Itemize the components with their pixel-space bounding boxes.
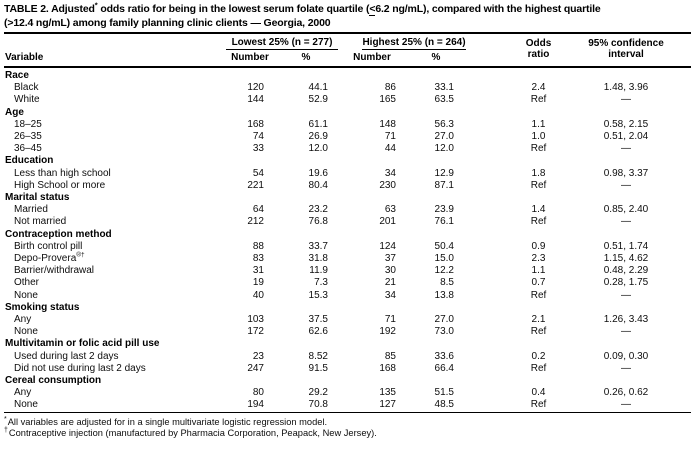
confidence-interval-value: 0.85, 2.40 — [603, 204, 649, 216]
lowest-percent-value: 8.52 — [308, 350, 328, 362]
odds-ratio-value: 2.3 — [531, 253, 546, 265]
table-row — [4, 351, 691, 363]
lowest-number-value: 54 — [252, 167, 264, 179]
table-row — [4, 143, 691, 155]
highest-percent-value: 12.2 — [434, 265, 454, 277]
asterisk-footnote-marker: * — [94, 0, 98, 10]
lowest-number-value: 31 — [252, 265, 264, 277]
lowest-percent-value: 23.2 — [308, 204, 328, 216]
lowest-percent-value: 80.4 — [308, 179, 328, 191]
registered-dagger-superscript: ®† — [76, 251, 85, 259]
row-label: 26–35 — [14, 131, 42, 143]
table-title-line1 — [4, 0, 691, 17]
col-group-highest-quartile — [338, 33, 466, 50]
highest-number-value: 135 — [379, 387, 396, 399]
confidence-interval-value: 0.98, 3.37 — [603, 167, 649, 179]
confidence-interval-value: — — [621, 179, 631, 191]
highest-percent-value: 76.1 — [434, 216, 454, 228]
lowest-number-value: 19 — [252, 277, 264, 289]
highest-number-value: 192 — [379, 326, 396, 338]
row-label: Any — [14, 314, 32, 326]
odds-ratio-value: Ref — [530, 399, 547, 411]
lowest-percent-value: 7.3 — [314, 277, 328, 289]
table-row — [4, 253, 691, 265]
lowest-percent-value: 91.5 — [308, 362, 328, 374]
row-label: High School or more — [14, 179, 106, 191]
lowest-number-value: 194 — [247, 399, 264, 411]
odds-ratio-label-line2: ratio — [527, 49, 550, 60]
row-label: Less than high school — [14, 167, 111, 179]
odds-ratio-value: 0.2 — [531, 350, 546, 362]
highest-number-value: 148 — [379, 118, 396, 130]
lowest-number-value: 120 — [247, 82, 264, 94]
highest-percent-value: 48.5 — [434, 399, 454, 411]
group-label: Contraception method — [5, 228, 112, 240]
lowest-number-value: 74 — [252, 131, 264, 143]
footnote-text: Contraceptive injection (manufactured by Pharmacia Corporation, Peapack, New Jersey). — [8, 428, 377, 439]
table-row — [4, 204, 691, 216]
highest-number-value: 30 — [384, 265, 396, 277]
confidence-interval-value: — — [621, 399, 631, 411]
highest-percent-value: 27.0 — [434, 131, 454, 143]
highest-percent-value: 51.5 — [434, 387, 454, 399]
table-group-row — [4, 338, 691, 350]
lowest-number-value: 80 — [252, 387, 264, 399]
confidence-interval-value: 1.26, 3.43 — [603, 314, 649, 326]
highest-percent-value: 12.9 — [434, 167, 454, 179]
lowest-number-value: 247 — [247, 362, 264, 374]
lowest-percent-value: 61.1 — [308, 118, 328, 130]
highest-percent-value: 13.8 — [434, 289, 454, 301]
lowest-percent-value: 15.3 — [308, 289, 328, 301]
lowest-percent-value: 37.5 — [308, 314, 328, 326]
confidence-interval-label-line2: interval — [608, 49, 644, 60]
odds-ratio-value: Ref — [530, 179, 547, 191]
lowest-number-value: 103 — [247, 314, 264, 326]
footnotes — [4, 417, 691, 441]
lowest-percent-value: 44.1 — [308, 82, 328, 94]
col-header-highest-number: Number — [353, 52, 391, 63]
row-label: Black — [14, 82, 39, 94]
highest-percent-value: 87.1 — [434, 179, 454, 191]
confidence-interval-value: 0.58, 2.15 — [603, 118, 649, 130]
table-row — [4, 387, 691, 399]
lowest-number-value: 23 — [252, 350, 264, 362]
highest-number-value: 127 — [379, 399, 396, 411]
odds-ratio-table — [4, 32, 691, 413]
table-group-row — [4, 375, 691, 387]
row-label: 18–25 — [14, 118, 42, 130]
row-label: None — [14, 399, 38, 411]
row-label: 36–45 — [14, 143, 42, 155]
table-group-row — [4, 302, 691, 314]
group-label: Multivitamin or folic acid pill use — [5, 338, 160, 350]
table-group-row — [4, 229, 691, 241]
row-label: Barrier/withdrawal — [14, 265, 95, 277]
odds-ratio-value: 1.1 — [531, 265, 546, 277]
table-row — [4, 82, 691, 94]
table-title-line2: (>12.4 ng/mL) among family planning clinic clients — Georgia, 2000 — [4, 16, 331, 29]
row-label: Birth control pill — [14, 240, 83, 252]
lowest-percent-value: 33.7 — [308, 240, 328, 252]
less-than-or-equal-symbol: < — [369, 3, 376, 15]
highest-number-value: 21 — [384, 277, 396, 289]
lowest-number-value: 83 — [252, 253, 264, 265]
col-group-lowest-quartile — [226, 33, 338, 50]
group-label: Marital status — [5, 192, 70, 204]
footnote-marker: * — [4, 415, 7, 423]
confidence-interval-value: — — [621, 362, 631, 374]
highest-number-value: 85 — [384, 350, 396, 362]
footnote-text: All variables are adjusted for in a single multivariate logistic regression model. — [7, 416, 328, 427]
lowest-number-value: 64 — [252, 204, 264, 216]
table-row — [4, 168, 691, 180]
highest-number-value: 86 — [384, 82, 396, 94]
odds-ratio-value: Ref — [530, 362, 547, 374]
lowest-percent-value: 70.8 — [308, 399, 328, 411]
table-row — [4, 277, 691, 289]
odds-ratio-value: 0.7 — [531, 277, 546, 289]
lowest-number-value: 33 — [252, 143, 264, 155]
odds-ratio-value: 1.1 — [531, 118, 546, 130]
highest-percent-value: 50.4 — [434, 240, 454, 252]
confidence-interval-value: 0.26, 0.62 — [603, 387, 649, 399]
row-label: Other — [14, 277, 40, 289]
group-label: Age — [5, 106, 24, 118]
table-row — [4, 290, 691, 302]
odds-ratio-label-line1: Odds — [525, 37, 552, 49]
table-group-row — [4, 192, 691, 204]
title-text: 6.2 ng/mL), compared with the highest quartile — [375, 3, 601, 15]
confidence-interval-value: 1.15, 4.62 — [603, 253, 649, 265]
table-group-row — [4, 155, 691, 167]
highest-number-value: 34 — [384, 167, 396, 179]
odds-ratio-value: 0.9 — [531, 240, 546, 252]
lowest-number-value: 168 — [247, 118, 264, 130]
confidence-interval-value: 0.51, 2.04 — [603, 131, 649, 143]
row-label: Did not use during last 2 days — [14, 362, 146, 374]
row-label: Not married — [14, 216, 67, 228]
highest-percent-value: 66.4 — [434, 362, 454, 374]
highest-quartile-label: Highest 25% (n = 264) — [362, 37, 466, 48]
highest-number-value: 124 — [379, 240, 396, 252]
lowest-percent-value: 76.8 — [308, 216, 328, 228]
highest-number-value: 168 — [379, 362, 396, 374]
col-header-lowest-number: Number — [231, 52, 269, 63]
odds-ratio-value: Ref — [530, 94, 547, 106]
highest-percent-value: 15.0 — [434, 253, 454, 265]
col-header-highest-percent: % — [431, 52, 441, 63]
highest-number-value: 71 — [384, 314, 396, 326]
odds-ratio-value: 2.1 — [531, 314, 546, 326]
footnote-marker: † — [4, 427, 8, 435]
row-label: None — [14, 326, 38, 338]
row-label: Depo-Provera®† — [14, 251, 85, 265]
odds-ratio-value: 1.0 — [531, 131, 546, 143]
table-row — [4, 131, 691, 143]
row-label: None — [14, 289, 38, 301]
col-header-confidence-interval — [586, 33, 691, 67]
odds-ratio-value: Ref — [530, 216, 547, 228]
lowest-number-value: 221 — [247, 179, 264, 191]
lowest-percent-value: 12.0 — [308, 143, 328, 155]
highest-number-value: 63 — [384, 204, 396, 216]
group-label: Smoking status — [5, 301, 80, 313]
highest-percent-value: 56.3 — [434, 118, 454, 130]
table-row — [4, 326, 691, 338]
highest-number-value: 44 — [384, 143, 396, 155]
table-row — [4, 241, 691, 253]
odds-ratio-value: 0.4 — [531, 387, 546, 399]
highest-percent-value: 63.5 — [434, 94, 454, 106]
confidence-interval-value: — — [621, 94, 631, 106]
title-text: TABLE 2. Adjusted — [4, 3, 95, 15]
table-title — [4, 0, 691, 30]
highest-percent-value: 73.0 — [434, 326, 454, 338]
confidence-interval-value: — — [621, 326, 631, 338]
header-spanner-row — [4, 33, 691, 50]
confidence-interval-value: — — [621, 216, 631, 228]
highest-number-value: 71 — [384, 131, 396, 143]
row-label: White — [14, 94, 40, 106]
confidence-interval-label-line1: 95% confidence — [588, 37, 664, 49]
lowest-number-value: 40 — [252, 289, 264, 301]
lowest-number-value: 172 — [247, 326, 264, 338]
title-text: odds ratio for being in the lowest serum folate quartile ( — [97, 3, 370, 15]
confidence-interval-value: — — [621, 289, 631, 301]
highest-percent-value: 33.6 — [434, 350, 454, 362]
table-group-row — [4, 67, 691, 82]
group-label: Education — [5, 155, 54, 167]
highest-number-value: 230 — [379, 179, 396, 191]
highest-percent-value: 27.0 — [434, 314, 454, 326]
row-label: Any — [14, 387, 32, 399]
table-header — [4, 33, 691, 67]
lowest-percent-value: 52.9 — [308, 94, 328, 106]
odds-ratio-value: 2.4 — [531, 82, 546, 94]
highest-percent-value: 8.5 — [440, 277, 454, 289]
row-label: Married — [14, 204, 48, 216]
lowest-percent-value: 19.6 — [308, 167, 328, 179]
highest-number-value: 201 — [379, 216, 396, 228]
table-body — [4, 67, 691, 412]
lowest-percent-value: 29.2 — [308, 387, 328, 399]
odds-ratio-value: Ref — [530, 326, 547, 338]
table-row — [4, 216, 691, 228]
lowest-percent-value: 26.9 — [308, 131, 328, 143]
lowest-number-value: 88 — [252, 240, 264, 252]
lowest-percent-value: 31.8 — [308, 253, 328, 265]
lowest-percent-value: 62.6 — [308, 326, 328, 338]
confidence-interval-value: 0.09, 0.30 — [603, 350, 649, 362]
footnote-line — [4, 417, 691, 429]
lowest-number-value: 212 — [247, 216, 264, 228]
table-row — [4, 180, 691, 192]
highest-number-value: 165 — [379, 94, 396, 106]
lowest-number-value: 144 — [247, 94, 264, 106]
footnote-line — [4, 428, 691, 440]
confidence-interval-value: 1.48, 3.96 — [603, 82, 649, 94]
group-label: Cereal consumption — [5, 375, 102, 387]
row-label: Used during last 2 days — [14, 350, 119, 362]
table-row — [4, 363, 691, 375]
confidence-interval-value: 0.51, 1.74 — [603, 240, 649, 252]
odds-ratio-value: Ref — [530, 143, 547, 155]
odds-ratio-value: 1.8 — [531, 167, 546, 179]
confidence-interval-value: — — [621, 143, 631, 155]
lowest-percent-value: 11.9 — [309, 265, 328, 277]
col-header-odds-ratio — [466, 33, 586, 67]
confidence-interval-value: 0.28, 1.75 — [603, 277, 649, 289]
group-label: Race — [5, 70, 29, 81]
table-row — [4, 399, 691, 412]
highest-number-value: 37 — [384, 253, 396, 265]
odds-ratio-value: Ref — [530, 289, 547, 301]
highest-percent-value: 23.9 — [434, 204, 454, 216]
highest-number-value: 34 — [384, 289, 396, 301]
highest-percent-value: 12.0 — [434, 143, 454, 155]
col-header-lowest-percent: % — [301, 52, 311, 63]
confidence-interval-value: 0.48, 2.29 — [603, 265, 649, 277]
highest-percent-value: 33.1 — [434, 82, 454, 94]
table-row — [4, 119, 691, 131]
odds-ratio-value: 1.4 — [531, 204, 546, 216]
col-header-variable: Variable — [5, 52, 44, 63]
table-row — [4, 94, 691, 106]
lowest-quartile-label: Lowest 25% (n = 277) — [226, 37, 338, 50]
table-row — [4, 265, 691, 277]
table-row — [4, 314, 691, 326]
table-group-row — [4, 107, 691, 119]
